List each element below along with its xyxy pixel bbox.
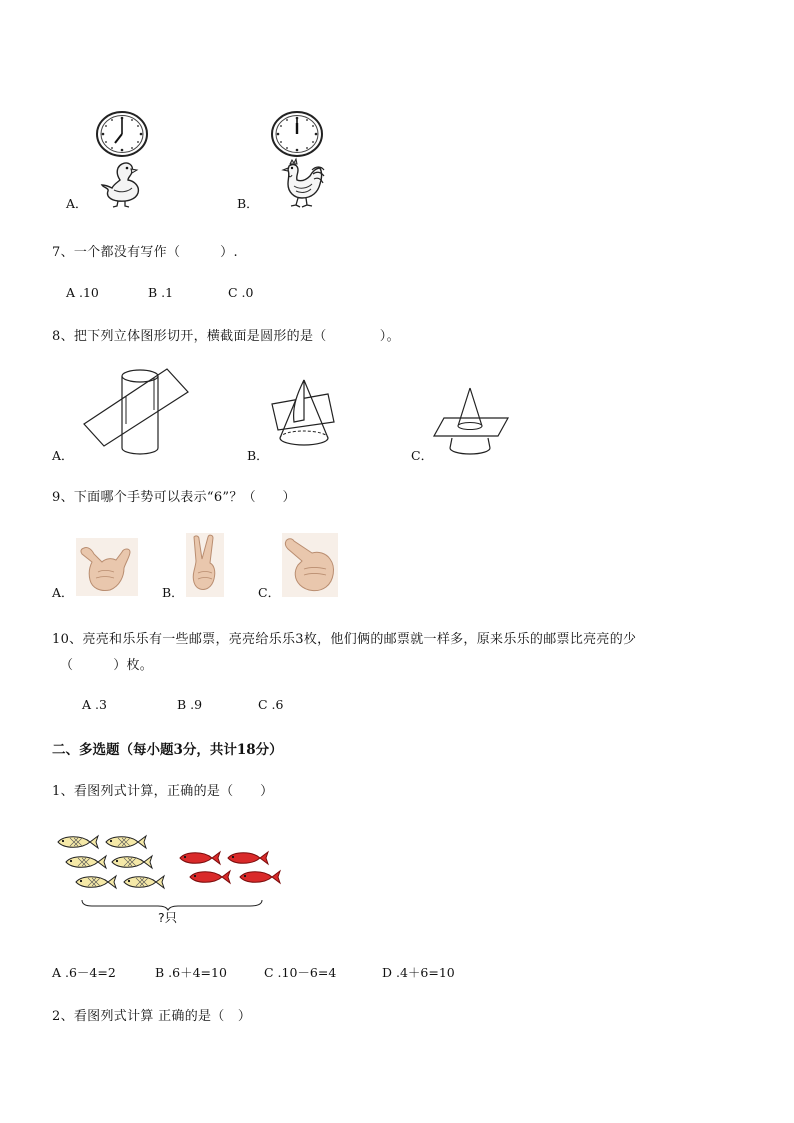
q6-option-b-label[interactable]: B． [237, 196, 259, 211]
q8-option-c-label[interactable]: C． [411, 448, 434, 463]
duck-icon [100, 158, 142, 208]
q10-text-line2: （ ）枚。 [60, 658, 154, 673]
cylinder-vertical-cut-icon [82, 362, 192, 458]
q7-text: 7、一个都没有写作（ ）. [52, 245, 238, 260]
fish-group-figure [52, 828, 288, 914]
q10-text-line1: 10、亮亮和乐乐有一些邮票，亮亮给乐乐3枚，他们俩的邮票就一样多，原来乐乐的邮票比亮亮的少 [52, 632, 637, 647]
q10-option-a[interactable]: A .3 [82, 697, 107, 712]
q9-text: 9、下面哪个手势可以表示“6”？（ ） [52, 490, 296, 505]
m1-text: 1、看图列式计算，正确的是（ ） [52, 784, 274, 799]
q7-option-a[interactable]: A .10 [66, 285, 99, 300]
m2-text: 2、看图列式计算 正确的是（ ） [52, 1009, 252, 1024]
q9-option-b-label[interactable]: B． [162, 585, 184, 600]
clock-12-oclock-icon [270, 110, 324, 158]
q9-option-c-label[interactable]: C． [258, 585, 281, 600]
hand-gesture-pointing-icon [282, 533, 338, 597]
q9-option-a-label[interactable]: A． [52, 585, 74, 600]
q8-text: 8、把下列立体图形切开，横截面是圆形的是（ ）。 [52, 329, 400, 344]
q7-option-c[interactable]: C .0 [228, 285, 254, 300]
m1-option-a[interactable]: A .6－4=2 [52, 965, 116, 980]
q10-option-c[interactable]: C .6 [258, 697, 284, 712]
m1-option-b[interactable]: B .6＋4=10 [155, 965, 227, 980]
cone-horizontal-cut-icon [432, 386, 512, 458]
q8-option-b-label[interactable]: B． [247, 448, 269, 463]
section-2-title: 二、多选题（每小题3分，共计18分） [52, 742, 283, 758]
cone-vertical-cut-icon [268, 378, 340, 458]
rooster-icon [280, 158, 326, 210]
q7-option-b[interactable]: B .1 [148, 285, 174, 300]
hand-gesture-two-icon [186, 533, 224, 597]
m1-option-c[interactable]: C .10－6=4 [264, 965, 337, 980]
m1-brace-label: ?只 [158, 910, 178, 925]
clock-7-oclock-icon [95, 110, 149, 158]
q8-option-a-label[interactable]: A． [52, 448, 74, 463]
m1-option-d[interactable]: D .4＋6=10 [382, 965, 455, 980]
q10-option-b[interactable]: B .9 [177, 697, 203, 712]
q6-option-a-label[interactable]: A． [66, 196, 88, 211]
hand-gesture-six-icon [76, 538, 138, 596]
